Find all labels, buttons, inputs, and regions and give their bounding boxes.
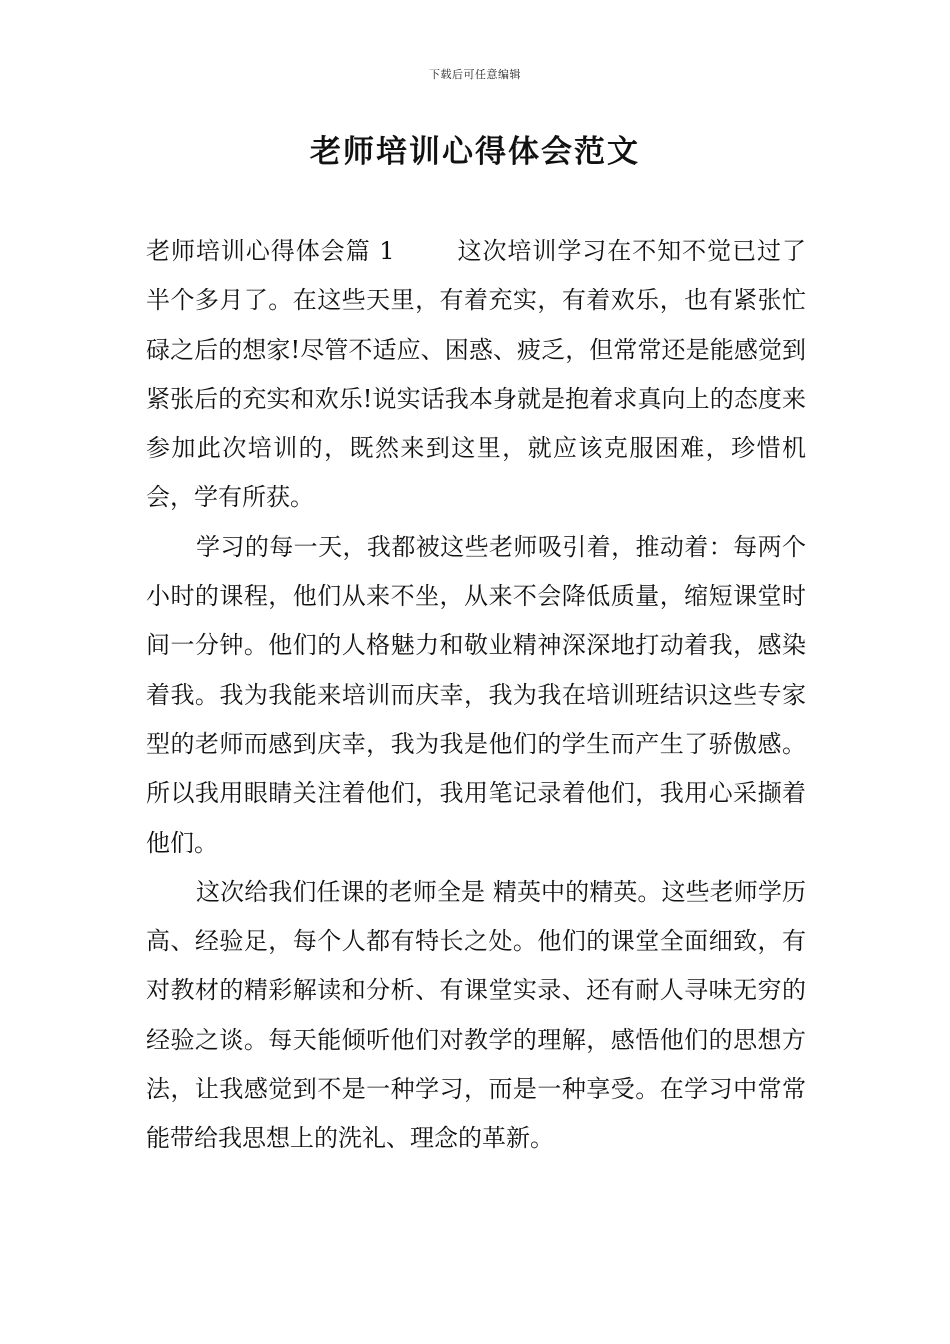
paragraph-3: 这次给我们任课的老师全是 精英中的精英。这些老师学历高、经验足，每个人都有特长之处。他们的课堂全面细致，有对教材的精彩解读和分析、有课堂实录、还有耐人寻味无穷的经验之谈。每天能倾听他们对教学的理解，感悟他们的思想方法，让我感觉到不是一种学习，而是一种享受。在学习中常常能带给我思想上的洗礼、理念的革新。 bbox=[146, 877, 806, 1153]
paragraph-1 bbox=[146, 227, 806, 523]
header-note: 下载后可任意编辑 bbox=[429, 68, 521, 81]
document-title: 老师培训心得体会范文 bbox=[310, 134, 640, 170]
paragraph-2: 学习的每一天，我都被这些老师吸引着，推动着：每两个小时的课程，他们从来不坐，从来不会降低质量，缩短课堂时间一分钟。他们的人格魅力和敬业精神深深地打动着我，感染着我。我为我能来培训而庆幸，我为我在培训班结识这些专家型的老师而感到庆幸，我为我是他们的学生而产生了骄傲感。所以我用眼睛关注着他们，我用笔记录着他们，我用心采撷着他们。 bbox=[146, 532, 806, 857]
paragraph-1-text: 这次培训学习在不知不觉已过了半个多月了。在这些天里，有着充实，有着欢乐，也有紧张忙碌之后的想家!尽管不适应、困惑、疲乏，但常常还是能感觉到紧张后的充实和欢乐!说实话我本身就是抱着求真向上的态度来参加此次培训的，既然来到这里，就应该克服困难，珍惜机会，学有所获。 bbox=[146, 237, 807, 512]
section-heading: 老师培训心得体会篇 1 bbox=[146, 237, 395, 265]
document-body bbox=[146, 227, 806, 1164]
